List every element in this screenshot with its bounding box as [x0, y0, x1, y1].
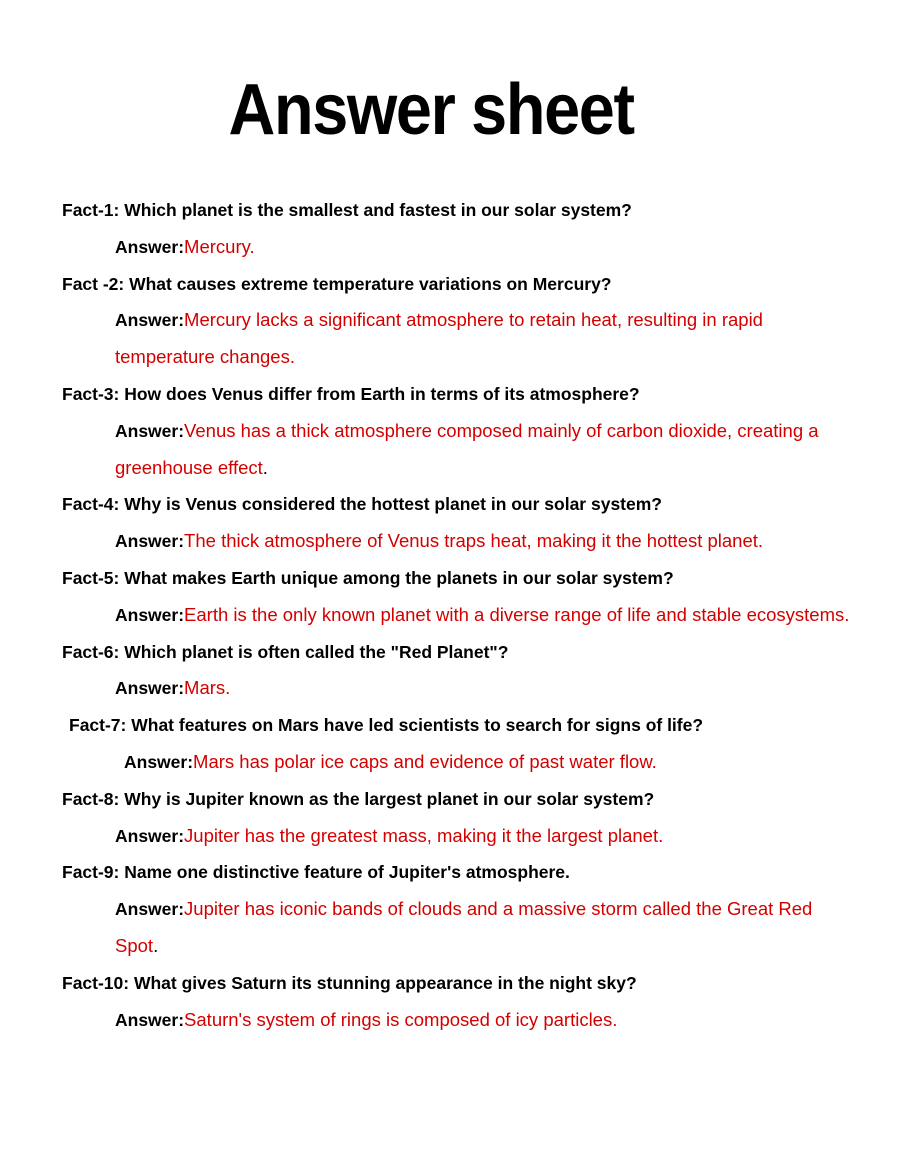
fact-8-answer: [0, 818, 900, 855]
answer-end: .: [262, 456, 268, 478]
fact-4-answer: [0, 523, 900, 560]
fact-1-question: Fact-1: Which planet is the smallest and fastest in our solar system?: [62, 200, 632, 220]
answer-label: Answer:: [115, 1009, 185, 1030]
answer-text: Mars has polar ice caps and evidence of past water flow.: [193, 750, 657, 772]
fact-3-question: Fact-3: How does Venus differ from Earth in terms of its atmosphere?: [62, 383, 640, 404]
answer-text: Mercury.: [184, 235, 255, 257]
answer-label: Answer:: [115, 604, 185, 625]
fact-2-answer: [0, 302, 900, 376]
fact-10-answer: [0, 1002, 900, 1039]
answer-label: Answer:: [115, 236, 185, 257]
answer-text: Saturn's system of rings is composed of icy particles.: [184, 1008, 618, 1030]
answer-label: Answer:: [115, 678, 185, 699]
fact-list: [0, 192, 900, 1038]
page-title: Answer sheet: [228, 70, 634, 150]
fact-10-question: Fact-10: What gives Saturn its stunning appearance in the night sky?: [62, 972, 637, 993]
answer-text: Mars.: [184, 677, 231, 699]
answer-label: Answer:: [115, 420, 185, 441]
answer-text: Mercury lacks a significant atmosphere to retain heat, resulting in rapid temperature changes.: [115, 309, 763, 368]
fact-9-question: Fact-9: Name one distinctive feature of Jupiter's atmosphere.: [62, 862, 570, 883]
fact-5-answer: [0, 597, 900, 634]
fact-6-answer: [0, 670, 900, 707]
fact-3-answer: [0, 413, 900, 487]
answer-text: Venus has a thick atmosphere composed mainly of carbon dioxide, creating a greenhouse effect: [115, 419, 819, 478]
answer-label: Answer:: [115, 899, 185, 920]
fact-6-question: Fact-6: Which planet is often called the "Red Planet"?: [62, 641, 509, 662]
answer-text: Jupiter has the greatest mass, making it the largest planet.: [184, 824, 664, 846]
fact-8-question: Fact-8: Why is Jupiter known as the largest planet in our solar system?: [62, 788, 655, 809]
fact-7-question: Fact-7: What features on Mars have led scientists to search for signs of life?: [69, 715, 704, 736]
answer-label: Answer:: [124, 751, 194, 772]
answer-label: Answer:: [115, 825, 185, 846]
fact-1-answer: [0, 229, 900, 266]
fact-5-question: Fact-5: What makes Earth unique among the planets in our solar system?: [62, 567, 674, 588]
answer-end: .: [153, 934, 159, 956]
answer-label: Answer:: [115, 310, 185, 331]
answer-text: Earth is the only known planet with a diverse range of life and stable ecosystems.: [184, 603, 850, 625]
fact-7-answer: [0, 744, 900, 781]
answer-text: Jupiter has iconic bands of clouds and a massive storm called the Great Red Spot: [115, 898, 813, 956]
fact-2-question: Fact -2: What causes extreme temperature variations on Mercury?: [62, 273, 612, 294]
answer-label: Answer:: [115, 531, 185, 552]
fact-4-question: Fact-4: Why is Venus considered the hottest planet in our solar system?: [62, 494, 662, 515]
fact-9-answer: [0, 891, 900, 965]
answer-text: The thick atmosphere of Venus traps heat, making it the hottest planet.: [184, 530, 764, 552]
